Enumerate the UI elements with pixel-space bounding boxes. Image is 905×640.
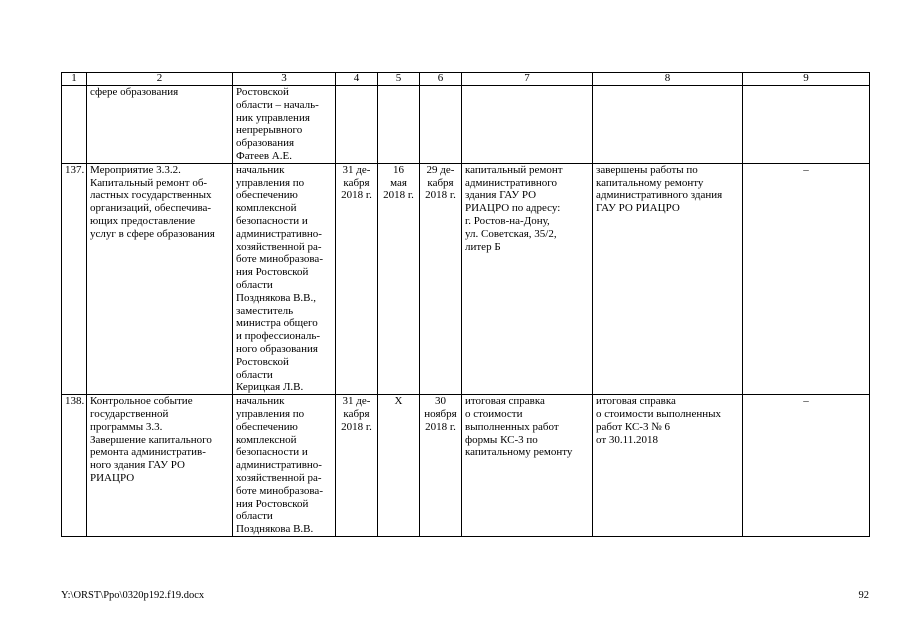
result-fact [593, 86, 743, 164]
header-row [62, 73, 870, 86]
col-header-1: 1 [62, 73, 87, 86]
fact-date: 16 мая 2018 г. [378, 163, 420, 394]
responsible: начальник управления по обеспечению комплексной безопасности и административно- хозяйственной ра- боте минобразова- ния Ростовской области Позднякова В.В., заместитель министра общего и профессиональ- ного образования Ростовской области Керицкая Л.В. [233, 163, 336, 394]
result-plan: капитальный ремонт административного здания ГАУ РО РИАЦРО по адресу: г. Ростов-на-Дону, ул. Советская, 35/2, литер Б [462, 163, 593, 394]
event-name: Контрольное событие государственной программы 3.3. Завершение капитального ремонта административ- ного здания ГАУ РО РИАЦРО [87, 395, 233, 537]
reason [743, 86, 870, 164]
fact-date: Х [378, 395, 420, 537]
deadline-date: 29 де- кабря 2018 г. [420, 163, 462, 394]
col-header-7: 7 [462, 73, 593, 86]
responsible: начальник управления по обеспечению комплексной безопасности и административно- хозяйственной ра- боте минобразова- ния Ростовской области Позднякова В.В. [233, 395, 336, 537]
table-row-137 [62, 163, 870, 394]
event-name: сфере образования [87, 86, 233, 164]
col-header-6: 6 [420, 73, 462, 86]
plan-date [336, 86, 378, 164]
event-name: Мероприятие 3.3.2. Капитальный ремонт об- ластных государственных организаций, обеспечива- ющих предоставление услуг в сфере образования [87, 163, 233, 394]
row-number: 137. [62, 163, 87, 394]
result-plan: итоговая справка о стоимости выполненных работ формы КС-3 по капитальному ремонту [462, 395, 593, 537]
deadline-date: 30 ноября 2018 г. [420, 395, 462, 537]
reason: – [743, 395, 870, 537]
result-plan [462, 86, 593, 164]
col-header-2: 2 [87, 73, 233, 86]
col-header-8: 8 [593, 73, 743, 86]
col-header-4: 4 [336, 73, 378, 86]
table-row-continuation [62, 86, 870, 164]
row-number: 138. [62, 395, 87, 537]
plan-date: 31 де- кабря 2018 г. [336, 395, 378, 537]
col-header-9: 9 [743, 73, 870, 86]
file-path: Y:\ORST\Ppo\0320p192.f19.docx [61, 590, 205, 601]
table-row-138 [62, 395, 870, 537]
fact-date [378, 86, 420, 164]
result-fact: итоговая справка о стоимости выполненных работ КС-3 № 6 от 30.11.2018 [593, 395, 743, 537]
responsible: Ростовской области – началь- ник управления непрерывного образования Фатеев А.Е. [233, 86, 336, 164]
report-table [61, 72, 870, 537]
col-header-3: 3 [233, 73, 336, 86]
col-header-5: 5 [378, 73, 420, 86]
plan-date: 31 де- кабря 2018 г. [336, 163, 378, 394]
page-number: 92 [858, 590, 869, 601]
row-number [62, 86, 87, 164]
reason: – [743, 163, 870, 394]
result-fact: завершены работы по капитальному ремонту административного здания ГАУ РО РИАЦРО [593, 163, 743, 394]
deadline-date [420, 86, 462, 164]
